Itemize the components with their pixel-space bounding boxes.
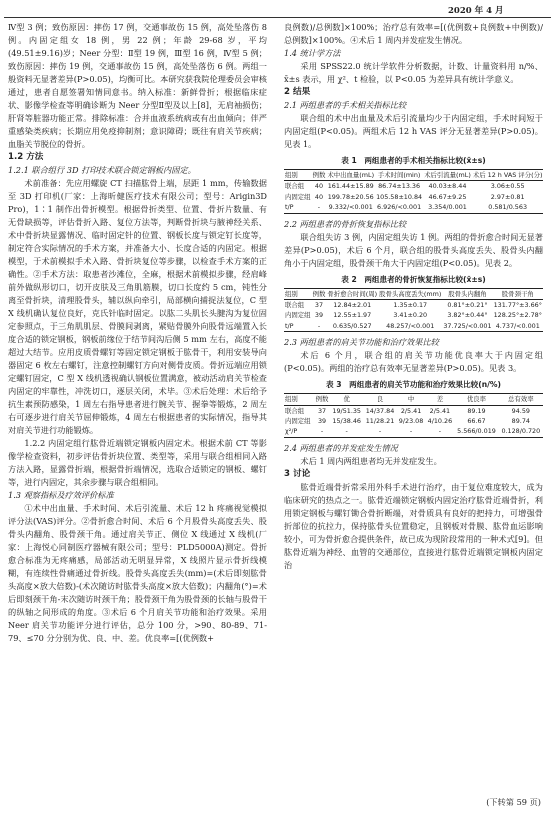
table-cell: 89.19 bbox=[467, 406, 486, 415]
body-paragraph: 采用 SPSS22.0 统计学软件分析数据，计数、计量资料用 n/%、x̄±s 表示，用 χ²、t 检验，以 P<0.05 为差异具有统计学意义。 bbox=[284, 61, 543, 84]
section-heading: 3 讨论 bbox=[284, 468, 311, 479]
body-paragraph: 术后 6 个月，联合组的肩关节功能优良率大于内固定组(P<0.05)。两组的治疗总有效率无显著差异(P>0.05)。见表 3。 bbox=[284, 350, 543, 374]
column-header: 股骨头高度丢失(mm) bbox=[379, 289, 442, 298]
body-paragraph: 1.2.2 内固定组行肱骨近端锁定钢板内固定术。根据术前 CT 等影像学检查资料，初步评估骨折块位置、类型等，采用与联合组相同入路方法入路，显露骨折端，根据骨折端情况，选取合适锁定的钢板、螺钉等，进行内固定，其余步骤与联合组相同。 bbox=[8, 438, 267, 487]
section-heading: 2 结果 bbox=[284, 87, 311, 97]
table-cell: 4.737/<0.001 bbox=[493, 321, 543, 332]
table-cell: t/P bbox=[284, 202, 312, 213]
table-cell: χ²/P bbox=[284, 426, 314, 437]
body-paragraph: 术后 1 周内两组患者均无并发症发生。 bbox=[300, 455, 442, 466]
table-cell: 40.03±8.44 bbox=[428, 182, 467, 191]
table-2-grid bbox=[284, 288, 543, 333]
column-header: 术后 12 h VAS 评分(分) bbox=[472, 171, 543, 179]
table-row bbox=[284, 405, 543, 416]
table-cell: 6.926/<0.001 bbox=[377, 203, 422, 212]
section-heading: 1.2.1 联合组行 3D 打印技术联合锁定钢板内固定。 bbox=[8, 165, 196, 175]
table-cell: 39 bbox=[314, 311, 324, 320]
table-cell: 内固定组 bbox=[285, 192, 311, 201]
table-cell: - bbox=[330, 426, 363, 437]
table-2 bbox=[284, 273, 543, 333]
column-header: 例数 bbox=[315, 395, 329, 404]
table-cell: 66.67 bbox=[467, 417, 486, 426]
table-row bbox=[284, 192, 543, 202]
table-cell: 0.635/0.527 bbox=[326, 321, 378, 332]
right-column bbox=[284, 21, 543, 572]
table-cell: 内固定组 bbox=[285, 417, 311, 426]
table-row bbox=[284, 310, 543, 320]
table-cell: 46.67±9.25 bbox=[428, 192, 467, 201]
table-cell: 内固定组 bbox=[285, 311, 311, 320]
column-header: 组别 bbox=[284, 394, 314, 405]
table-cell: t/P bbox=[284, 321, 312, 332]
column-header: 差 bbox=[425, 394, 454, 405]
table-cell: 40 bbox=[314, 182, 324, 191]
table-cell: 39 bbox=[317, 417, 327, 426]
table-cell: 联合组 bbox=[285, 406, 305, 415]
section-heading: 1.2 方法 bbox=[8, 152, 44, 162]
issue-date: 2020 年 4 月 bbox=[448, 6, 504, 16]
header-rule bbox=[4, 17, 551, 18]
section-heading: 1.3 观察指标及疗效评价标准 bbox=[8, 490, 114, 500]
table-cell: 12.55±1.97 bbox=[333, 311, 372, 320]
table-cell: 11/28.21 bbox=[365, 417, 395, 426]
table-cell: 联合组 bbox=[285, 182, 305, 191]
body-paragraph: 肱骨近端骨折常采用外科手术进行治疗，由于复位难度较大，成为临床研究的热点之一。肱骨近端锁定钢板内固定治疗肱骨近端骨折，利用锁定钢板与螺钉锄合骨折断端，对骨质具有良好的把持力，可增强骨折部位的抗拉力，保持肱骨头位置稳定，且钢板对骨膜、肱骨血运影响较小，可为骨折愈合提供条件，故已成为现阶段常用的一种术式[9]。但肱骨近端为神经、血管的交通部位，直接进行肱骨近端锁定钢板内固定治 bbox=[284, 481, 543, 570]
table-3-grid bbox=[284, 393, 543, 438]
table-header-row bbox=[284, 288, 543, 299]
table-cell: 2/5.41 bbox=[429, 406, 451, 415]
table-cell: 9.332/<0.001 bbox=[326, 202, 375, 213]
table-cell: 89.74 bbox=[511, 417, 530, 426]
column-header: 骨折愈合时间(周) bbox=[327, 289, 378, 298]
continued-note: (下转第 59 页) bbox=[486, 797, 541, 807]
column-header: 股骨颈干角 bbox=[493, 288, 543, 299]
column-header: 组别 bbox=[284, 288, 312, 299]
table-row bbox=[284, 300, 543, 311]
column-header: 组别 bbox=[284, 170, 312, 181]
table-cell: 3.354/0.001 bbox=[423, 202, 472, 213]
table-cell: 0.128/0.720 bbox=[499, 426, 543, 437]
table-cell: 4/10.26 bbox=[427, 417, 453, 426]
table-cell: 12.84±2.01 bbox=[333, 301, 372, 310]
table-3-caption: 表 3 两组患者的肩关节功能和治疗效果比较(n/%) bbox=[326, 380, 501, 390]
table-cell: 联合组 bbox=[285, 301, 305, 310]
table-cell: 86.74±13.36 bbox=[378, 182, 421, 191]
table-2-caption: 表 2 两组患者的骨折恢复指标比较(x̄±s) bbox=[341, 274, 486, 284]
table-cell: 37 bbox=[314, 301, 324, 310]
table-cell: 94.59 bbox=[511, 406, 530, 415]
table-row bbox=[284, 181, 543, 192]
table-cell: 40 bbox=[314, 192, 324, 201]
table-cell: - bbox=[425, 426, 454, 437]
section-heading: 1.4 统计学方法 bbox=[284, 48, 341, 58]
table-cell: 37 bbox=[317, 406, 327, 415]
column-header: 例数 bbox=[312, 289, 326, 298]
table-cell: 199.78±20.56 bbox=[327, 192, 374, 201]
table-cell: 9/23.08 bbox=[398, 417, 424, 426]
table-cell: 0.581/0.563 bbox=[472, 202, 544, 213]
column-header: 优 bbox=[330, 394, 363, 405]
table-cell: 3.06±0.55 bbox=[490, 182, 525, 191]
table-1-grid bbox=[284, 169, 543, 214]
table-cell: 0.81°±0.21° bbox=[447, 301, 488, 310]
table-cell: 14/37.84 bbox=[365, 406, 395, 415]
column-header: 手术时间(min) bbox=[375, 170, 423, 181]
body-paragraph: ①术中出血量、手术时间、术后引流量、术后 12 h 疼痛视觉模拟评分法(VAS)评分。②骨折愈合时间、术后 6 个月股骨头高度丢失、股骨头内翻角、股骨颈干角。通过肩关节正、侧位 X 线通过 X 线机(厂家：上海悦心同制医疗器械有限公司；型号：PLD5000A)测定。骨折愈合标准为无疼痛感，局部活动无明显异常，X 线照片显示骨折线模糊，有连续性骨痛通过骨折线。股骨头高度丢失(mm)=(术后即刻肱骨头高度×放大倍数)-(术次随访时肱骨头高度×放大倍数)；内翻角(°)=术后即刻颈干角-末次随访时颈干角；股骨颈干角为股骨颈的长轴与股骨干的纵轴之间形成的角度。③术后 6 个月肩关节功能和治疗效果。采用 Neer 肩关节功能评分进行评估，总分 100 分，>90、80-89、71-79、≤70 分分别为优、良、中、差。优良率=[(优例数+ bbox=[8, 503, 267, 643]
body-paragraph: 联合组失访 3 例，内固定组失访 1 例。两组的骨折愈合时间无显著差异(P>0.05)，术后 6 个月，联合组的股骨头高度丢失、股骨头内翻角小于内固定组，股骨颈干角大于内固定组(P<0.05)。见表 2。 bbox=[284, 231, 543, 268]
table-3 bbox=[284, 378, 543, 438]
table-cell: - bbox=[363, 426, 396, 437]
table-row bbox=[284, 202, 543, 213]
left-column bbox=[8, 21, 267, 645]
column-header: 术中出血量(mL) bbox=[327, 171, 375, 179]
body-paragraph: 联合组的术中出血量及术后引流量均少于内固定组，手术时间短于内固定组(P<0.05)。两组术后 12 h VAS 评分无显著差异(P>0.05)。见表 1。 bbox=[284, 113, 543, 149]
table-cell: 105.58±10.84 bbox=[376, 192, 423, 201]
table-cell: - bbox=[397, 426, 426, 437]
table-header-row bbox=[284, 170, 543, 181]
column-header: 中 bbox=[397, 394, 426, 405]
section-heading: 2.1 两组患者的手术相关指标比较 bbox=[284, 100, 407, 110]
table-1 bbox=[284, 154, 543, 214]
column-header: 优良率 bbox=[454, 394, 498, 405]
section-heading: 2.4 两组患者的并发症发生情况 bbox=[284, 442, 398, 453]
table-cell: 128.25°±2.78° bbox=[493, 311, 542, 320]
table-cell: 1.35±0.17 bbox=[393, 301, 428, 310]
table-cell: 5.566/0.019 bbox=[454, 426, 498, 437]
table-cell: - bbox=[312, 202, 327, 213]
table-cell: 48.257/<0.001 bbox=[378, 321, 442, 332]
table-cell: 3.82°±0.44° bbox=[447, 311, 488, 320]
table-cell: 19/51.35 bbox=[332, 406, 361, 415]
section-heading: 2.3 两组患者的肩关节功能和治疗效果比较 bbox=[284, 337, 439, 348]
table-cell: 131.77°±3.66° bbox=[493, 301, 542, 310]
table-cell: 3.41±0.20 bbox=[393, 311, 428, 320]
column-header: 总有效率 bbox=[499, 394, 543, 405]
body-paragraph: Ⅳ型 3 例；致伤原因：摔伤 17 例，交通事故伤 15 例，高处坠落伤 8 例。内固定组女 18 例，男 22 例；年龄 29-68 岁，平均(49.51±9.16)岁；Neer 分型：Ⅱ型 19 例，Ⅲ型 16 例，Ⅳ型 5 例；致伤原因：摔伤 19 例，交通事故伤 15 例，高处坠落伤 6 例。两组一般资料无显著差异(P>0.05)，均衡可比。本研究获我院伦理委员会审核通过，患者自愿签署知情同意书。纳入标准：新鲜骨折；根据临床症状、影像学检查等明确诊断为 Neer 分型Ⅱ型及以上[8]，无肩袖损伤；肝肾等脏器功能正常。排除标准：合并血液系统病或有出血倾向；伴严重感染类疾病；长期应用免疫抑制剂；意识障碍；既往有肩关节疾病；血脂关节脱位的骨折。 bbox=[8, 22, 267, 149]
section-heading: 2.2 两组患者的骨折恢复指标比较 bbox=[284, 218, 407, 229]
table-cell: 2/5.41 bbox=[400, 406, 422, 415]
table-cell: 37.725/<0.001 bbox=[443, 321, 492, 330]
table-cell: - bbox=[312, 321, 327, 332]
table-1-caption: 表 1 两组患者的手术相关指标比较(x̄±s) bbox=[341, 156, 486, 165]
body-paragraph: 术前准备：先应用螺旋 CT 扫描肱骨上端，层距 1 mm，传输数据至 3D 打印机(厂家：上海昕健医疗技术有限公司；型号：Arigin3D Pro)，1∶1 制作出骨折模型。根据骨折类型、位置、骨折片数量、有无骨缺损等，评估骨折入路、复位方法等，判断骨折块与腋神经关系、术中骨折块显露情况、临时固定针的位置、钢板长度与锁定钉长度等，制定符合实际情况的手术方案，并准备大小、长度合适的内固定。根据模型，于术前模拟手术入路、骨折块复位等步骤，以检查手术方案的正确性。②手术方法：取患者沙滩位，全麻，根据术前模拟步骤，经肩峰前外做纵形切口，切开皮肤及三角肌筋膜，切口长度约 5 cm，钝性分离至骨折块，清理股骨头，辅以纵向牵引，局部横向捕捉法复位，C 型 X 线机确认复位良好，克氏针临时固定。以肱二头肌长头腱沟为复位固定参照点，于三角肌肌层、骨膜间剥离，紧贴骨膜外向股骨远端置入长度合适的锁定钢板，钢板前缘位于结节间沟后侧 5 mm 左右，高度不能超过大结节。应用皮质骨螺钉等固定锁定钢板于肱骨干，利用安装导向器固定 6 枚左右螺钉，注意控制螺钉方向对侧骨皮质。骨折远端应用锁定螺钉固定，C 型 X 线机透视确认钢板位置满意，被动活动肩关节检查内固定的牢靠性，冲洗切口，逐层关闭，术毕。③术后处理：术后给予抗生素预防感染，1 周左右指导患者进行腕关节、握拳等锻炼，2 周左右可逐步进行肩关节屈伸锻炼，4 周左右根据患者的实际情况，指导其对肩关节进行功能锻炼。 bbox=[8, 178, 267, 435]
table-cell: - bbox=[314, 426, 330, 437]
column-header: 术后引流量(mL) bbox=[424, 171, 471, 179]
table-row bbox=[284, 416, 543, 426]
table-header-row bbox=[284, 394, 543, 405]
table-cell: 2.97±0.81 bbox=[490, 192, 525, 201]
column-header: 股骨头内翻角 bbox=[442, 288, 492, 299]
column-header: 例数 bbox=[312, 171, 326, 179]
body-paragraph: 良例数)/总例数]×100%；治疗总有效率=[(优例数+良例数+中例数)/总例数]×100%。④术后 1 周内并发症发生情况。 bbox=[284, 22, 543, 45]
column-header: 良 bbox=[363, 394, 396, 405]
table-cell: 15/38.46 bbox=[332, 417, 361, 426]
table-row bbox=[284, 426, 543, 437]
table-cell: 161.44±15.89 bbox=[327, 182, 374, 191]
table-row bbox=[284, 321, 543, 332]
